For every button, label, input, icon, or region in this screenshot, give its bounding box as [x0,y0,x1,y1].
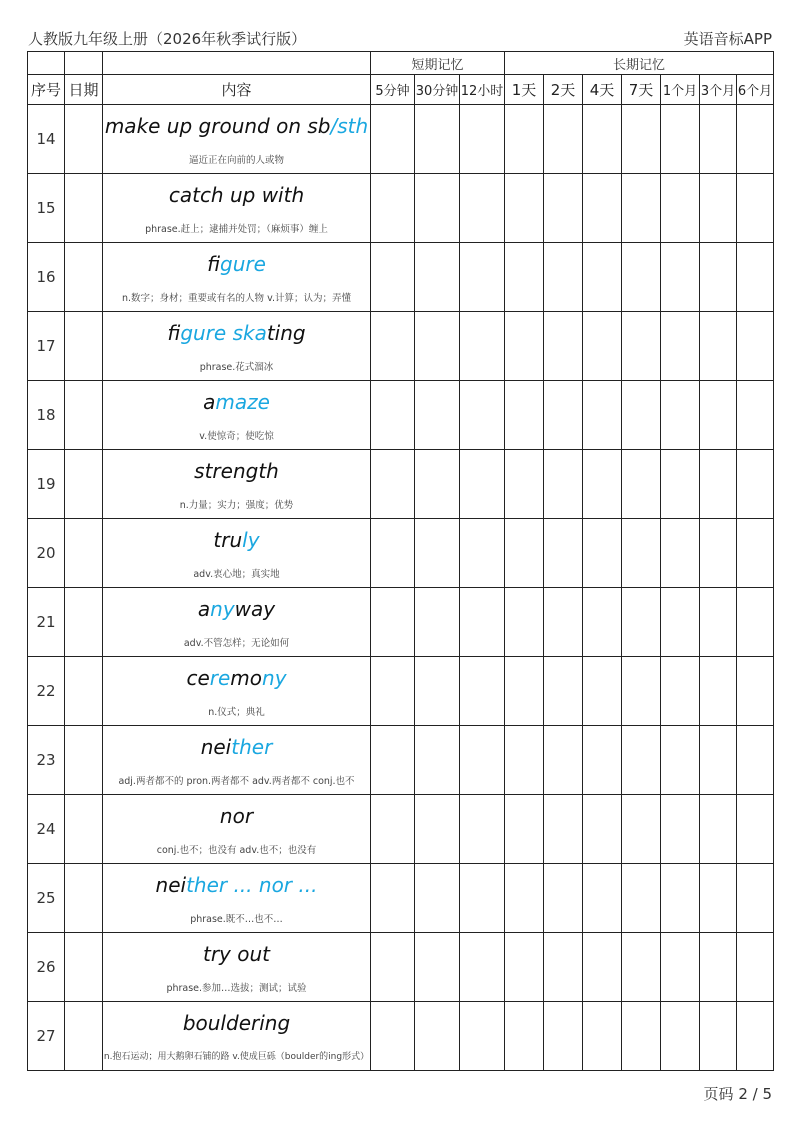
content-cell [103,381,371,450]
review-checkbox-cell[interactable] [544,174,583,243]
vocab-word [103,183,370,207]
review-checkbox-cell[interactable] [371,933,415,1002]
date-cell[interactable] [65,519,103,588]
review-checkbox-cell[interactable] [505,1002,544,1071]
vocab-word [103,666,370,690]
review-checkbox-cell[interactable] [737,381,774,450]
review-checkbox-cell[interactable] [622,312,661,381]
review-checkbox-cell[interactable] [737,795,774,864]
date-cell[interactable] [65,864,103,933]
review-checkbox-cell[interactable] [737,105,774,174]
interval-header: 1个月 [661,75,700,105]
review-checkbox-cell[interactable] [371,450,415,519]
word-segment: try out [202,942,270,966]
interval-header: 5分钟 [371,75,415,105]
review-checkbox-cell[interactable] [661,105,700,174]
review-checkbox-cell[interactable] [371,312,415,381]
review-checkbox-cell[interactable] [661,174,700,243]
review-checkbox-cell[interactable] [505,312,544,381]
review-checkbox-cell[interactable] [415,174,460,243]
review-checkbox-cell[interactable] [661,1002,700,1071]
word-highlight-segment: /sth [330,114,369,138]
content-cell [103,1002,371,1071]
review-checkbox-cell[interactable] [505,450,544,519]
review-checkbox-cell[interactable] [371,657,415,726]
vocab-word [103,459,370,483]
review-checkbox-cell[interactable] [700,519,737,588]
table-row [28,381,774,450]
review-checkbox-cell[interactable] [622,657,661,726]
word-segment: strength [194,459,279,483]
vocab-word [103,390,370,414]
content-cell [103,657,371,726]
review-checkbox-cell[interactable] [583,864,622,933]
review-checkbox-cell[interactable] [415,381,460,450]
vocab-review-table [27,51,774,1071]
review-checkbox-cell[interactable] [415,795,460,864]
date-cell[interactable] [65,105,103,174]
blank-header-cell [28,52,65,75]
review-checkbox-cell[interactable] [583,657,622,726]
vocab-word [103,873,370,897]
review-checkbox-cell[interactable] [544,726,583,795]
row-index: 17 [28,312,65,381]
content-cell [103,174,371,243]
table-row [28,450,774,519]
review-checkbox-cell[interactable] [460,795,505,864]
row-index: 25 [28,864,65,933]
interval-header: 6个月 [737,75,774,105]
review-checkbox-cell[interactable] [460,1002,505,1071]
word-segment: nei [155,873,187,897]
review-checkbox-cell[interactable] [661,450,700,519]
content-cell [103,105,371,174]
word-meaning: phrase.参加…选拔；测试；试验 [166,983,307,994]
interval-header: 3个月 [700,75,737,105]
review-checkbox-cell[interactable] [505,243,544,312]
review-checkbox-cell[interactable] [700,795,737,864]
review-checkbox-cell[interactable] [371,174,415,243]
vocab-word [103,942,370,966]
content-cell [103,450,371,519]
interval-header: 12小时 [460,75,505,105]
row-index: 16 [28,243,65,312]
review-checkbox-cell[interactable] [583,1002,622,1071]
table-row [28,312,774,381]
vocab-word [103,1011,370,1035]
review-checkbox-cell[interactable] [415,243,460,312]
review-checkbox-cell[interactable] [544,588,583,657]
review-checkbox-cell[interactable] [661,519,700,588]
review-checkbox-cell[interactable] [700,657,737,726]
word-segment: nor [219,804,254,828]
date-cell[interactable] [65,1002,103,1071]
word-meaning: adv.不管怎样；无论如何 [183,638,290,649]
blank-header-cell [65,52,103,75]
review-checkbox-cell[interactable] [661,726,700,795]
content-cell [103,933,371,1002]
row-index: 22 [28,657,65,726]
review-checkbox-cell[interactable] [415,1002,460,1071]
review-checkbox-cell[interactable] [583,381,622,450]
date-header: 日期 [65,75,103,105]
review-checkbox-cell[interactable] [460,726,505,795]
review-checkbox-cell[interactable] [583,243,622,312]
review-checkbox-cell[interactable] [415,450,460,519]
review-checkbox-cell[interactable] [415,933,460,1002]
review-checkbox-cell[interactable] [700,1002,737,1071]
interval-header: 7天 [622,75,661,105]
review-checkbox-cell[interactable] [505,933,544,1002]
row-index: 24 [28,795,65,864]
word-meaning: n.数字；身材；重要或有名的人物 v.计算；认为；弄懂 [122,293,351,304]
content-cell [103,795,371,864]
review-checkbox-cell[interactable] [661,657,700,726]
review-checkbox-cell[interactable] [371,864,415,933]
word-highlight-segment: re [209,666,231,690]
row-index: 15 [28,174,65,243]
review-checkbox-cell[interactable] [505,588,544,657]
review-checkbox-cell[interactable] [460,105,505,174]
date-cell[interactable] [65,657,103,726]
review-checkbox-cell[interactable] [460,381,505,450]
review-checkbox-cell[interactable] [544,1002,583,1071]
word-segment: fi [167,321,181,345]
table-row [28,726,774,795]
review-checkbox-cell[interactable] [505,864,544,933]
review-checkbox-cell[interactable] [737,450,774,519]
review-checkbox-cell[interactable] [505,657,544,726]
review-checkbox-cell[interactable] [505,105,544,174]
review-checkbox-cell[interactable] [371,243,415,312]
interval-header: 30分钟 [415,75,460,105]
word-highlight-segment: gure [220,252,266,276]
review-checkbox-cell[interactable] [460,933,505,1002]
word-meaning: adj.两者都不的 pron.两者都不 adv.两者都不 conj.也不 [118,776,355,787]
review-checkbox-cell[interactable] [371,381,415,450]
review-checkbox-cell[interactable] [661,588,700,657]
date-cell[interactable] [65,450,103,519]
vocab-word [103,321,370,345]
content-cell [103,864,371,933]
review-checkbox-cell[interactable] [700,864,737,933]
review-checkbox-cell[interactable] [700,450,737,519]
date-cell[interactable] [65,174,103,243]
review-checkbox-cell[interactable] [544,795,583,864]
review-checkbox-cell[interactable] [415,657,460,726]
page-number: 页码 2 / 5 [703,1085,772,1103]
review-checkbox-cell[interactable] [661,381,700,450]
review-checkbox-cell[interactable] [661,795,700,864]
review-checkbox-cell[interactable] [583,519,622,588]
word-meaning: v.使惊奇；使吃惊 [199,431,274,442]
review-checkbox-cell[interactable] [544,312,583,381]
review-checkbox-cell[interactable] [737,519,774,588]
row-index: 14 [28,105,65,174]
word-meaning: conj.也不；也没有 adv.也不；也没有 [156,845,317,856]
interval-header: 4天 [583,75,622,105]
content-header: 内容 [103,75,371,105]
word-meaning: n.仪式；典礼 [208,707,265,718]
review-checkbox-cell[interactable] [583,105,622,174]
content-cell [103,519,371,588]
word-segment: catch up with [168,183,305,207]
review-checkbox-cell[interactable] [737,312,774,381]
word-highlight-segment: maze [215,390,270,414]
word-segment: ce [186,666,210,690]
word-highlight-segment: ly [242,528,260,552]
document-title: 人教版九年级上册（2026年秋季试行版） [28,30,307,48]
review-checkbox-cell[interactable] [415,726,460,795]
review-checkbox-cell[interactable] [622,519,661,588]
review-checkbox-cell[interactable] [505,381,544,450]
table-row [28,864,774,933]
word-segment: bouldering [182,1011,291,1035]
review-checkbox-cell[interactable] [661,864,700,933]
review-checkbox-cell[interactable] [700,174,737,243]
review-checkbox-cell[interactable] [661,312,700,381]
date-cell[interactable] [65,933,103,1002]
short-term-memory-header: 短期记忆 [371,52,505,75]
review-checkbox-cell[interactable] [544,519,583,588]
word-highlight-segment: gure ska [180,321,267,345]
date-cell[interactable] [65,243,103,312]
review-checkbox-cell[interactable] [544,381,583,450]
review-checkbox-cell[interactable] [737,933,774,1002]
review-checkbox-cell[interactable] [700,588,737,657]
review-checkbox-cell[interactable] [661,933,700,1002]
interval-header: 2天 [544,75,583,105]
vocab-word [103,528,370,552]
review-checkbox-cell[interactable] [737,243,774,312]
review-checkbox-cell[interactable] [371,795,415,864]
review-checkbox-cell[interactable] [544,657,583,726]
row-index: 26 [28,933,65,1002]
review-checkbox-cell[interactable] [415,312,460,381]
date-cell[interactable] [65,381,103,450]
review-checkbox-cell[interactable] [737,726,774,795]
date-cell[interactable] [65,588,103,657]
review-checkbox-cell[interactable] [737,864,774,933]
review-checkbox-cell[interactable] [460,450,505,519]
review-checkbox-cell[interactable] [583,726,622,795]
review-checkbox-cell[interactable] [544,243,583,312]
table-row [28,174,774,243]
date-cell[interactable] [65,795,103,864]
review-checkbox-cell[interactable] [505,726,544,795]
word-highlight-segment: ther [231,735,273,759]
word-segment: a [197,597,211,621]
review-checkbox-cell[interactable] [371,105,415,174]
word-segment: way [234,597,276,621]
review-checkbox-cell[interactable] [622,381,661,450]
table-row [28,105,774,174]
review-checkbox-cell[interactable] [371,726,415,795]
review-checkbox-cell[interactable] [583,795,622,864]
word-segment: fi [207,252,220,276]
review-checkbox-cell[interactable] [700,243,737,312]
word-highlight-segment: ny [262,666,287,690]
word-highlight-segment: ther ... nor ... [186,873,318,897]
review-checkbox-cell[interactable] [737,174,774,243]
word-meaning: phrase.赶上；逮捕并处罚；（麻烦事）缠上 [145,224,328,235]
vocab-word [103,252,370,276]
word-segment: nei [200,735,232,759]
review-checkbox-cell[interactable] [415,105,460,174]
review-checkbox-cell[interactable] [505,174,544,243]
review-checkbox-cell[interactable] [583,174,622,243]
review-checkbox-cell[interactable] [583,588,622,657]
date-cell[interactable] [65,726,103,795]
review-checkbox-cell[interactable] [661,243,700,312]
review-checkbox-cell[interactable] [460,588,505,657]
review-checkbox-cell[interactable] [622,243,661,312]
content-cell [103,726,371,795]
review-checkbox-cell[interactable] [700,312,737,381]
review-checkbox-cell[interactable] [737,657,774,726]
review-checkbox-cell[interactable] [622,1002,661,1071]
blank-header-cell [103,52,371,75]
review-checkbox-cell[interactable] [544,105,583,174]
table-row [28,588,774,657]
vocab-word [103,114,370,138]
review-checkbox-cell[interactable] [460,864,505,933]
word-highlight-segment: ny [210,597,235,621]
column-header-row [28,75,774,105]
review-checkbox-cell[interactable] [622,726,661,795]
word-meaning: adv.衷心地；真实地 [193,569,280,580]
vocab-word [103,735,370,759]
table-row [28,933,774,1002]
group-header-row [28,52,774,75]
row-index: 23 [28,726,65,795]
review-checkbox-cell[interactable] [460,519,505,588]
index-header: 序号 [28,75,65,105]
review-checkbox-cell[interactable] [622,174,661,243]
review-checkbox-cell[interactable] [737,1002,774,1071]
review-checkbox-cell[interactable] [415,519,460,588]
review-checkbox-cell[interactable] [544,864,583,933]
word-meaning: n.力量；实力；强度；优势 [179,500,294,511]
review-checkbox-cell[interactable] [460,174,505,243]
review-checkbox-cell[interactable] [415,588,460,657]
long-term-memory-header: 长期记忆 [505,52,774,75]
review-checkbox-cell[interactable] [700,726,737,795]
row-index: 20 [28,519,65,588]
word-meaning: n.抱石运动；用大鹅卵石铺的路 v.使成巨砾（boulder的ing形式） [103,1052,370,1062]
word-meaning: phrase.既不…也不… [190,914,283,925]
review-checkbox-cell[interactable] [622,588,661,657]
row-index: 21 [28,588,65,657]
review-checkbox-cell[interactable] [622,450,661,519]
review-checkbox-cell[interactable] [700,105,737,174]
review-checkbox-cell[interactable] [505,795,544,864]
review-checkbox-cell[interactable] [737,588,774,657]
word-segment: make up ground on sb [104,114,331,138]
word-segment: a [203,390,216,414]
review-checkbox-cell[interactable] [415,864,460,933]
review-checkbox-cell[interactable] [622,864,661,933]
word-meaning: 逼近正在向前的人或物 [188,155,284,166]
vocab-word [103,804,370,828]
content-cell [103,312,371,381]
review-checkbox-cell[interactable] [622,795,661,864]
row-index: 27 [28,1002,65,1071]
interval-header: 1天 [505,75,544,105]
review-checkbox-cell[interactable] [622,105,661,174]
word-segment: tru [213,528,243,552]
word-meaning: phrase.花式溜冰 [199,362,274,373]
review-checkbox-cell[interactable] [583,933,622,1002]
review-checkbox-cell[interactable] [583,450,622,519]
table-row [28,519,774,588]
review-checkbox-cell[interactable] [700,381,737,450]
review-checkbox-cell[interactable] [371,1002,415,1071]
app-name: 英语音标APP [683,30,772,48]
row-index: 18 [28,381,65,450]
review-checkbox-cell[interactable] [544,450,583,519]
review-checkbox-cell[interactable] [622,933,661,1002]
review-checkbox-cell[interactable] [460,312,505,381]
word-segment: mo [230,666,263,690]
review-checkbox-cell[interactable] [700,933,737,1002]
table-row [28,795,774,864]
word-segment: ting [266,321,306,345]
content-cell [103,243,371,312]
review-checkbox-cell[interactable] [505,519,544,588]
review-checkbox-cell[interactable] [371,519,415,588]
date-cell[interactable] [65,312,103,381]
content-cell [103,588,371,657]
review-checkbox-cell[interactable] [583,312,622,381]
row-index: 19 [28,450,65,519]
vocab-word [103,597,370,621]
review-checkbox-cell[interactable] [460,657,505,726]
review-checkbox-cell[interactable] [460,243,505,312]
table-row [28,657,774,726]
table-row [28,243,774,312]
review-checkbox-cell[interactable] [371,588,415,657]
table-row [28,1002,774,1071]
review-checkbox-cell[interactable] [544,933,583,1002]
